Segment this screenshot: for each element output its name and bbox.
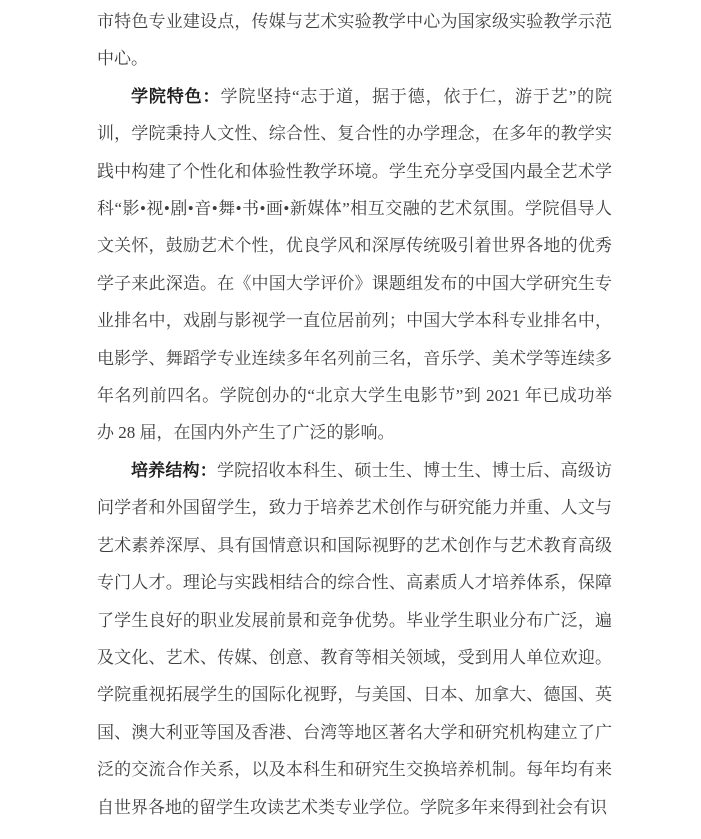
paragraph-text: 学院招收本科生、硕士生、博士生、博士后、高级访问学者和外国留学生，致力于培养艺术创作与研究能力并重、人文与艺术素养深厚、具有国情意识和国际视野的艺术创作与艺术教育高级专门人才。理论与实践相结合的综合性、高素质人才培养体系，保障了学生良好的职业发展前景和竞争优势。毕业学生职业分布广泛，遍及文化、艺术、传媒、创意、教育等相关领域，受到用人单位欢迎。学院重视拓展学生的国际化视野，与美国、日本、加拿大、德国、英国、澳大利亚等国及香港、台湾等地区著名大学和研究机构建立了广泛的交流合作关系，以及本科生和研究生交换培养机制。每年均有来自世界各地的留学生攻读艺术类专业学位。学院多年来得到社会有识 xyxy=(97,460,613,817)
paragraph-continuation xyxy=(97,3,612,78)
document-body xyxy=(97,3,612,826)
paragraph-training-structure xyxy=(97,452,612,826)
paragraph-text: 学院坚持“志于道，据于德，依于仁，游于艺”的院训，学院秉持人文性、综合性、复合性的办学理念，在多年的教学实践中构建了个性化和体验性教学环境。学生充分享受国内最全艺术学科“影•视•剧•音•舞•书•画•新媒体”相互交融的艺术氛围。学院倡导人文关怀，鼓励艺术个性，优良学风和深厚传统吸引着世界各地的优秀学子来此深造。在《中国大学评价》课题组发布的中国大学研究生专业排名中，戏剧与影视学一直位居前列；中国大学本科专业排名中，电影学、舞蹈学专业连续多年名列前三名，音乐学、美术学等连续多年名列前四名。学院创办的“北京大学生电影节”到 2021 年已成功举办 28 届，在国内外产生了广泛的影响。 xyxy=(97,86,613,443)
paragraph-text: 市特色专业建设点，传媒与艺术实验教学中心为国家级实验教学示范中心。 xyxy=(97,12,612,69)
paragraph-college-features xyxy=(97,78,612,452)
paragraph-lead: 学院特色： xyxy=(131,86,221,106)
paragraph-lead: 培养结构： xyxy=(131,460,217,480)
